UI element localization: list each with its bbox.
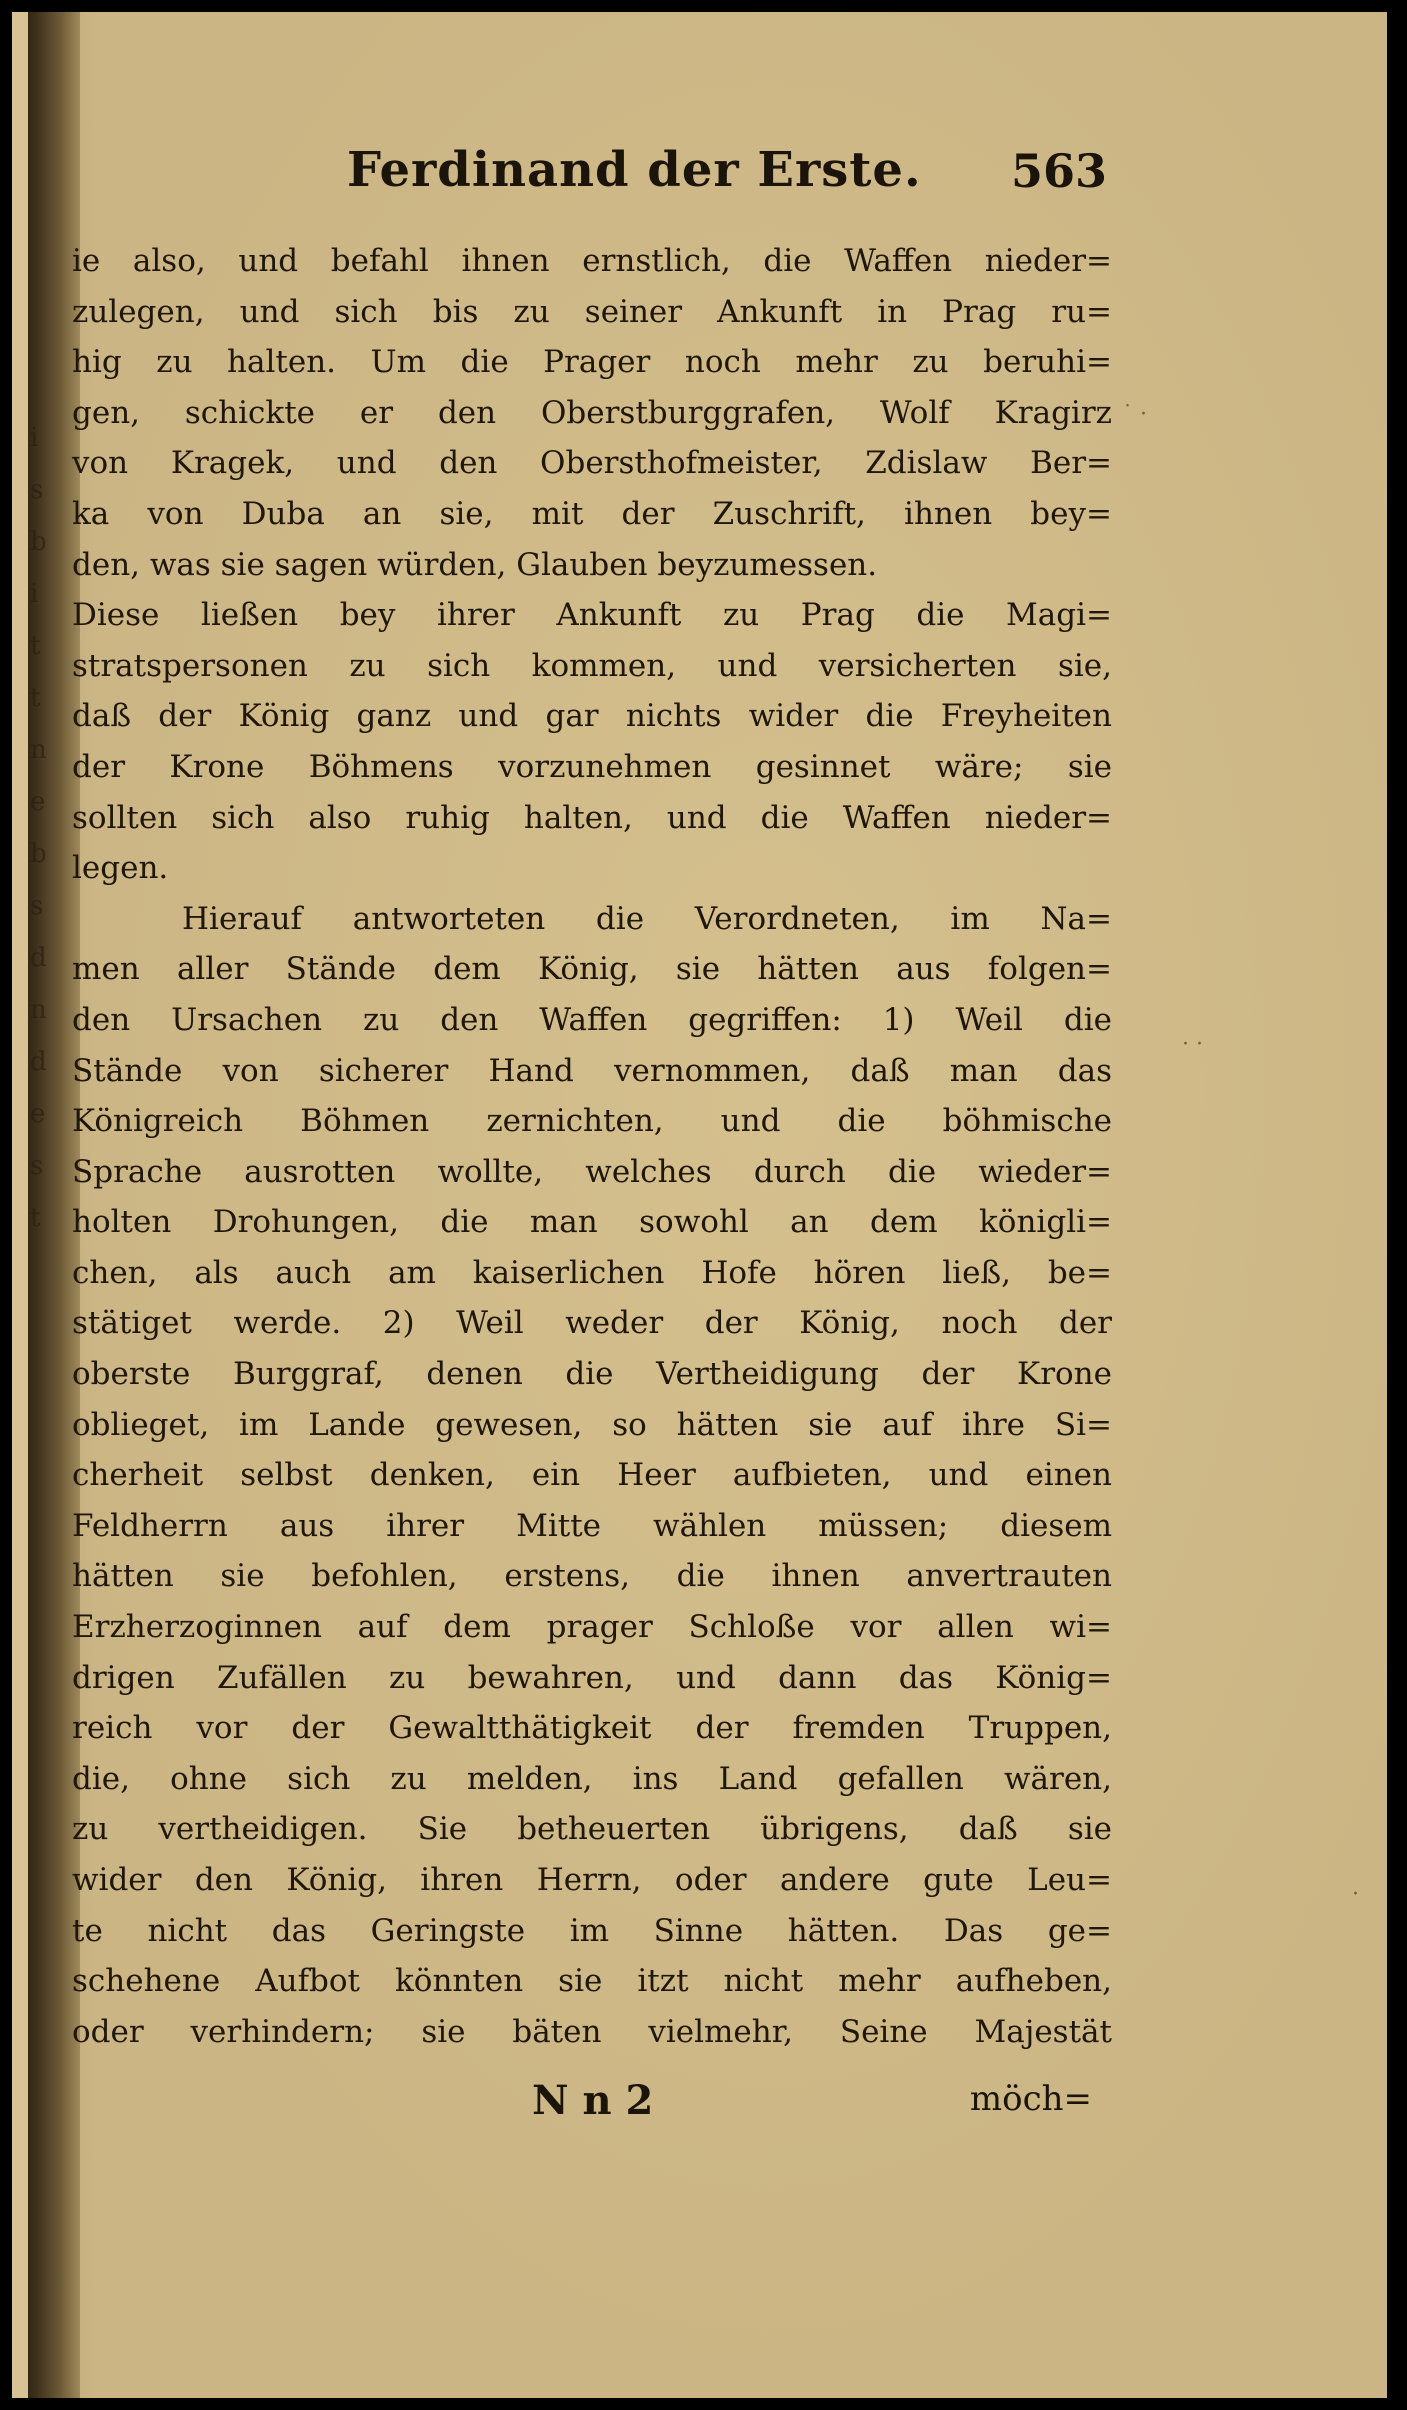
- ink-speck: · ·: [1182, 1032, 1203, 1057]
- catchword: möch=: [969, 2079, 1092, 2119]
- printer-signature-mark: N n 2: [532, 2077, 654, 2124]
- text-line: oberste Burggraf, denen die Vertheidigung der Krone: [72, 1356, 1112, 1393]
- text-line: reich vor der Gewaltthätigkeit der fremden Truppen,: [72, 1710, 1112, 1747]
- bleed-glyph: d: [30, 943, 47, 973]
- text-line: schehene Aufbot könnten sie itzt nicht mehr aufheben,: [72, 1963, 1112, 2000]
- text-line: men aller Stände dem König, sie hätten aus folgen=: [72, 951, 1112, 988]
- bleed-glyph: s: [30, 891, 44, 921]
- bleed-glyph: i: [30, 423, 39, 453]
- bleed-glyph: i: [30, 579, 39, 609]
- text-line: hig zu halten. Um die Prager noch mehr zu beruhi=: [72, 344, 1112, 381]
- text-line: von Kragek, und den Obersthofmeister, Zdislaw Ber=: [72, 445, 1112, 482]
- text-line: die, ohne sich zu melden, ins Land gefallen wären,: [72, 1760, 1112, 1797]
- text-line: te nicht das Geringste im Sinne hätten. Das ge=: [72, 1912, 1112, 1949]
- text-line: gen, schickte er den Oberstburggrafen, Wolf Kragirz: [72, 394, 1112, 431]
- text-line: stätiget werde. 2) Weil weder der König, noch der: [72, 1305, 1112, 1342]
- bleed-glyph: d: [30, 1047, 47, 1077]
- text-line: Diese ließen bey ihrer Ankunft zu Prag die Magi=: [72, 597, 1112, 634]
- text-line: legen.: [72, 850, 169, 887]
- text-line: sollten sich also ruhig halten, und die Waffen nieder=: [72, 799, 1112, 836]
- text-line: hätten sie befohlen, erstens, die ihnen anvertrauten: [72, 1558, 1112, 1595]
- book-page: [12, 12, 1387, 2398]
- text-line: Feldherrn aus ihrer Mitte wählen müssen; diesem: [72, 1507, 1112, 1544]
- running-title: Ferdinand der Erste.: [347, 142, 922, 198]
- text-line: chen, als auch am kaiserlichen Hofe hören ließ, be=: [72, 1254, 1112, 1291]
- text-line: oder verhindern; sie bäten vielmehr, Seine Majestät: [72, 2013, 1112, 2050]
- bleed-glyph: n: [30, 735, 47, 765]
- text-line: den, was sie sagen würden, Glauben beyzumessen.: [72, 546, 878, 583]
- text-line: Stände von sicherer Hand vernommen, daß man das: [72, 1052, 1112, 1089]
- page-header: [347, 142, 1107, 212]
- page-number: 563: [1010, 144, 1107, 198]
- text-line: Hierauf antworteten die Verordneten, im Na=: [182, 900, 1112, 937]
- ink-speck: ·: [1352, 1882, 1359, 1907]
- bleed-glyph: b: [30, 839, 47, 869]
- text-line: stratspersonen zu sich kommen, und versicherten sie,: [72, 647, 1112, 684]
- text-line: ka von Duba an sie, mit der Zuschrift, ihnen bey=: [72, 495, 1112, 532]
- bleed-glyph: e: [30, 1099, 46, 1129]
- facing-page-bleed-through: [30, 412, 47, 2012]
- bleed-glyph: s: [30, 1151, 44, 1181]
- text-line: Sprache ausrotten wollte, welches durch die wieder=: [72, 1153, 1112, 1190]
- bleed-glyph: b: [30, 527, 47, 557]
- body-text: [72, 236, 1112, 2057]
- text-line: zulegen, und sich bis zu seiner Ankunft in Prag ru=: [72, 293, 1112, 330]
- text-line: oblieget, im Lande gewesen, so hätten sie auf ihre Si=: [72, 1406, 1112, 1443]
- text-line: cherheit selbst denken, ein Heer aufbieten, und einen: [72, 1457, 1112, 1494]
- text-line: zu vertheidigen. Sie betheuerten übrigens, daß sie: [72, 1811, 1112, 1848]
- bleed-glyph: s: [30, 475, 44, 505]
- text-line: den Ursachen zu den Waffen gegriffen: 1) Weil die: [72, 1001, 1112, 1038]
- page-footer: [532, 2077, 1092, 2137]
- ink-speck: ˙ ·: [1122, 402, 1147, 427]
- text-line: drigen Zufällen zu bewahren, und dann das König=: [72, 1659, 1112, 1696]
- bleed-glyph: e: [30, 787, 46, 817]
- text-line: holten Drohungen, die man sowohl an dem königli=: [72, 1204, 1112, 1241]
- bleed-glyph: n: [30, 995, 47, 1025]
- text-line: Königreich Böhmen zernichten, und die böhmische: [72, 1103, 1112, 1140]
- bleed-glyph: t: [30, 683, 41, 713]
- text-line: der Krone Böhmens vorzunehmen gesinnet wäre; sie: [72, 748, 1112, 785]
- text-line: daß der König ganz und gar nichts wider die Freyheiten: [72, 698, 1112, 735]
- text-line: wider den König, ihren Herrn, oder andere gute Leu=: [72, 1862, 1112, 1898]
- bleed-glyph: t: [30, 1203, 41, 1233]
- bleed-glyph: t: [30, 631, 41, 661]
- text-line: Erzherzoginnen auf dem prager Schloße vor allen wi=: [72, 1609, 1112, 1646]
- facing-page-edge: [12, 12, 28, 2398]
- text-line: ie also, und befahl ihnen ernstlich, die Waffen nieder=: [72, 243, 1112, 279]
